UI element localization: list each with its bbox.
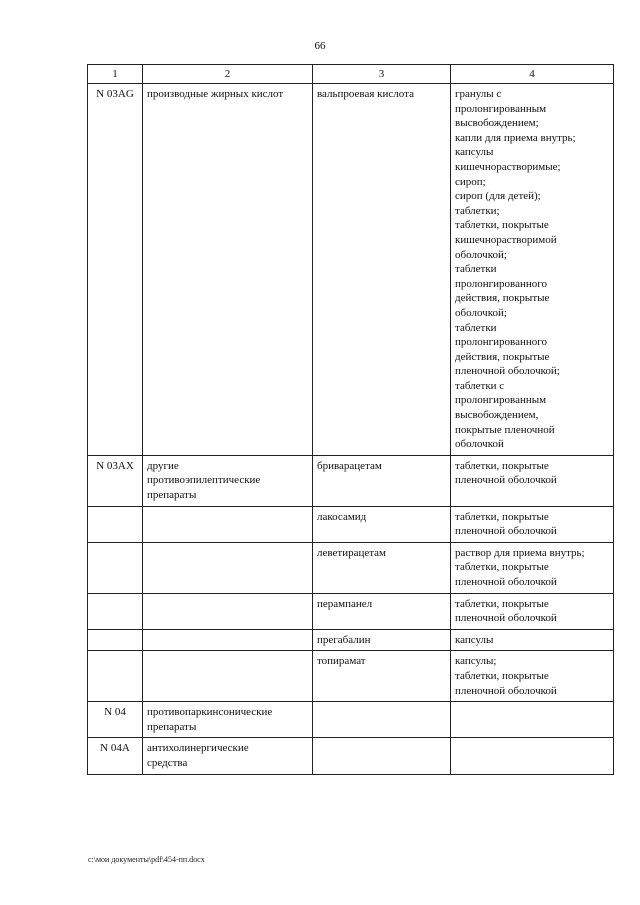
dosage-form-line: пленочной оболочкой xyxy=(455,474,557,487)
substance-cell xyxy=(313,651,451,702)
group-name-cell xyxy=(143,651,313,702)
substance-cell xyxy=(313,702,451,738)
column-header-3: 3 xyxy=(313,65,451,84)
group-name-line: производные жирных кислот xyxy=(147,88,284,100)
substance-cell xyxy=(313,84,451,456)
dosage-form-line: высвобождением, xyxy=(455,409,539,422)
group-name-cell xyxy=(143,455,313,506)
drug-table xyxy=(87,64,614,775)
dosage-form-line: капли для приема внутрь; xyxy=(455,131,576,144)
group-name-line: противопаркинсонические xyxy=(147,706,273,719)
column-header-1: 1 xyxy=(88,65,143,84)
group-name-cell xyxy=(143,738,313,774)
substance-line: бриварацетам xyxy=(317,459,382,472)
substance-cell xyxy=(313,738,451,774)
atc-code-cell: N 04 xyxy=(88,702,143,738)
dosage-form-line: действия, покрытые xyxy=(455,292,550,305)
column-header-4: 4 xyxy=(451,65,614,84)
table-row xyxy=(88,738,614,774)
dosage-form-line: пролонгированного xyxy=(455,336,547,349)
substance-cell xyxy=(313,506,451,542)
atc-code-cell xyxy=(88,593,143,629)
substance-line: перампанел xyxy=(317,597,373,610)
dosage-form-line: таблетки, покрытые xyxy=(455,459,549,472)
substance-cell xyxy=(313,593,451,629)
substance-cell xyxy=(313,542,451,593)
substance-cell xyxy=(313,455,451,506)
footer-file-path: c:\мои документы\pdf\454-пп.docx xyxy=(88,855,205,864)
table-row xyxy=(88,542,614,593)
group-name-cell xyxy=(143,84,313,456)
atc-code-cell xyxy=(88,629,143,651)
dosage-form-line: пленочной оболочкой xyxy=(455,684,557,697)
dosage-form-line: раствор для приема внутрь; xyxy=(455,546,585,559)
dosage-forms-cell xyxy=(451,455,614,506)
dosage-forms-cell xyxy=(451,702,614,738)
dosage-form-line: кишечнорастворимой xyxy=(455,233,557,246)
table-row xyxy=(88,84,614,456)
dosage-form-line: капсулы xyxy=(455,633,494,646)
substance-line: прегабалин xyxy=(317,633,371,646)
dosage-forms-cell xyxy=(451,651,614,702)
page-number: 66 xyxy=(314,40,326,52)
atc-code-cell xyxy=(88,506,143,542)
group-name-cell xyxy=(143,593,313,629)
group-name-line: антихолинергические xyxy=(147,742,249,755)
substance-line: топирамат xyxy=(317,655,366,668)
dosage-form-line: оболочкой; xyxy=(455,306,507,319)
table-header-row xyxy=(88,65,614,84)
group-name-cell xyxy=(143,506,313,542)
dosage-form-line: капсулы xyxy=(455,146,494,159)
atc-code-cell: N 04A xyxy=(88,738,143,774)
dosage-form-line: таблетки, покрытые xyxy=(455,219,549,232)
dosage-form-line: таблетки, покрытые xyxy=(455,669,549,682)
table-row xyxy=(88,629,614,651)
atc-code-cell: N 03AX xyxy=(88,455,143,506)
dosage-form-line: капсулы; xyxy=(455,655,497,668)
dosage-forms-cell xyxy=(451,738,614,774)
dosage-form-line: таблетки, покрытые xyxy=(455,561,549,574)
dosage-form-line: пролонгированным xyxy=(455,102,547,115)
substance-line: вальпроевая кислота xyxy=(317,88,414,100)
substance-line: лакосамид xyxy=(317,510,367,523)
atc-code-cell: N 03AG xyxy=(88,84,143,456)
dosage-forms-cell xyxy=(451,629,614,651)
dosage-form-line: таблетки с xyxy=(455,379,505,392)
dosage-form-line: сироп (для детей); xyxy=(455,190,541,203)
group-name-line: средства xyxy=(147,756,188,769)
dosage-form-line: кишечнорастворимые; xyxy=(455,160,561,173)
dosage-form-line: таблетки xyxy=(455,263,497,276)
dosage-form-line: пленочной оболочкой xyxy=(455,525,557,538)
substance-cell xyxy=(313,629,451,651)
dosage-forms-cell xyxy=(451,542,614,593)
substance-line: леветирацетам xyxy=(317,546,387,559)
group-name-line: другие xyxy=(147,459,179,472)
dosage-forms-cell xyxy=(451,84,614,456)
dosage-form-line: таблетки, покрытые xyxy=(455,597,549,610)
group-name-cell xyxy=(143,702,313,738)
dosage-form-line: таблетки xyxy=(455,321,497,334)
dosage-form-line: пролонгированного xyxy=(455,277,547,290)
table-row xyxy=(88,455,614,506)
dosage-form-line: оболочкой xyxy=(455,438,504,451)
column-header-2: 2 xyxy=(143,65,313,84)
dosage-form-line: пленочной оболочкой xyxy=(455,612,557,625)
table-row xyxy=(88,651,614,702)
dosage-form-line: пролонгированным xyxy=(455,394,547,407)
dosage-forms-cell xyxy=(451,506,614,542)
dosage-form-line: высвобождением; xyxy=(455,117,539,130)
dosage-form-line: сироп; xyxy=(455,175,486,188)
dosage-form-line: оболочкой; xyxy=(455,248,507,261)
dosage-forms-cell xyxy=(451,593,614,629)
dosage-form-line: таблетки, покрытые xyxy=(455,510,549,523)
table-row xyxy=(88,702,614,738)
group-name-line: препараты xyxy=(147,489,197,502)
group-name-cell xyxy=(143,629,313,651)
atc-code-cell xyxy=(88,542,143,593)
group-name-cell xyxy=(143,542,313,593)
dosage-form-line: покрытые пленочной xyxy=(455,423,555,436)
dosage-form-line: пленочной оболочкой xyxy=(455,576,557,588)
dosage-form-line: действия, покрытые xyxy=(455,350,550,363)
dosage-form-line: гранулы с xyxy=(455,88,502,100)
dosage-form-line: таблетки; xyxy=(455,204,500,217)
table-row xyxy=(88,593,614,629)
dosage-form-line: пленочной оболочкой; xyxy=(455,365,560,378)
group-name-line: препараты xyxy=(147,720,197,733)
group-name-line: противоэпилептические xyxy=(147,474,261,487)
drug-table-body xyxy=(88,65,614,775)
atc-code-cell xyxy=(88,651,143,702)
table-row xyxy=(88,506,614,542)
